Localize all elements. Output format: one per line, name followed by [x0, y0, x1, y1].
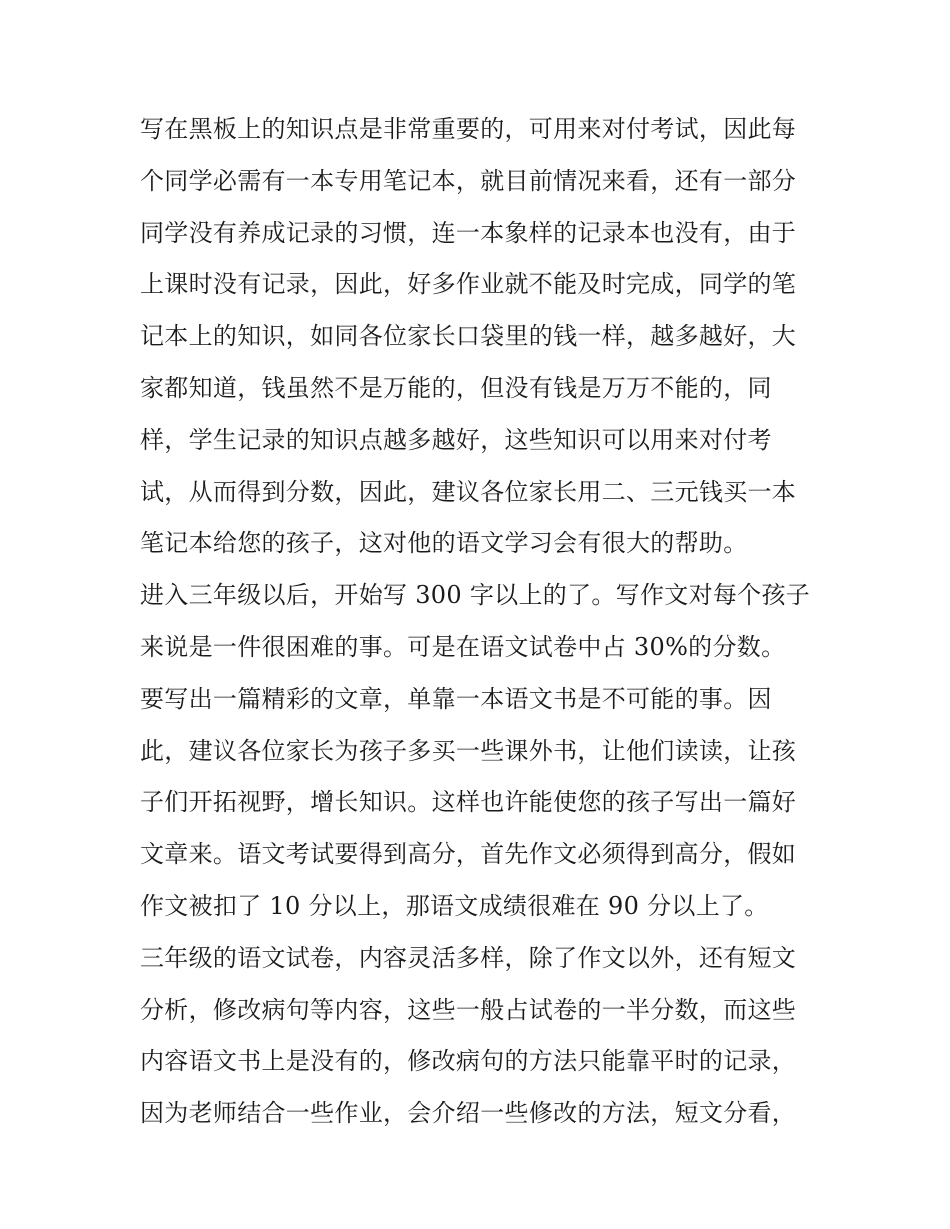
text-line: 进入三年级以后，开始写 300 字以上的了。写作文对每个孩子	[140, 581, 811, 610]
text-line: 个同学必需有一本专用笔记本，就目前情况来看，还有一部分	[140, 166, 797, 195]
text-line: 因为老师结合一些作业，会介绍一些修改的方法，短文分看，	[140, 1099, 797, 1128]
text-line: 三年级的语文试卷，内容灵活多样，除了作文以外，还有短文	[140, 943, 797, 972]
text-line: 来说是一件很困难的事。可是在语文试卷中占 30%的分数。	[140, 632, 786, 661]
text-line: 内容语文书上是没有的，修改病句的方法只能靠平时的记录，	[140, 1047, 797, 1076]
text-line: 上课时没有记录，因此，好多作业就不能及时完成，同学的笔	[140, 270, 797, 299]
text-line: 试，从而得到分数，因此，建议各位家长用二、三元钱买一本	[140, 477, 797, 506]
body-text	[140, 104, 820, 1140]
text-line: 此，建议各位家长为孩子多买一些课外书，让他们读读，让孩	[140, 736, 797, 765]
text-line: 同学没有养成记录的习惯，连一本象样的记录本也没有，由于	[140, 218, 797, 247]
text-line: 家都知道，钱虽然不是万能的，但没有钱是万万不能的，同	[140, 373, 772, 402]
text-line: 笔记本给您的孩子，这对他的语文学习会有很大的帮助。	[140, 529, 748, 558]
text-line: 分析，修改病句等内容，这些一般占试卷的一半分数，而这些	[140, 995, 797, 1024]
text-line: 样，学生记录的知识点越多越好，这些知识可以用来对付考	[140, 425, 772, 454]
text-line: 文章来。语文考试要得到高分，首先作文必须得到高分，假如	[140, 840, 797, 869]
text-line: 记本上的知识，如同各位家长口袋里的钱一样，越多越好，大	[140, 322, 797, 351]
text-line: 写在黑板上的知识点是非常重要的，可用来对付考试，因此每	[140, 115, 797, 143]
text-line: 要写出一篇精彩的文章，单靠一本语文书是不可能的事。因	[140, 684, 772, 713]
text-line: 子们开拓视野，增长知识。这样也许能使您的孩子写出一篇好	[140, 788, 797, 817]
text-line: 作文被扣了 10 分以上，那语文成绩很难在 90 分以上了。	[140, 891, 769, 920]
